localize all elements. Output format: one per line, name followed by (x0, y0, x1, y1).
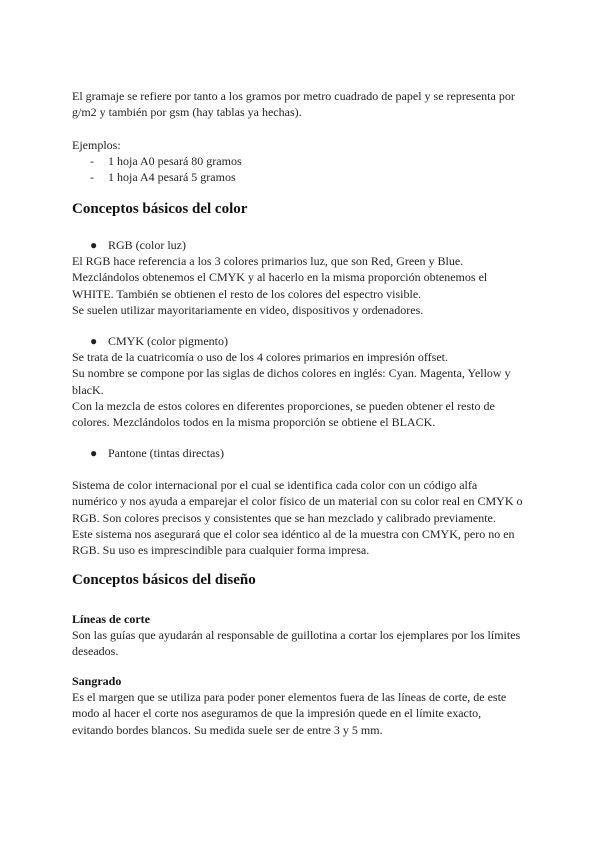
sangrado-line: evitando bordes blancos. Su medida suele ser de entre 3 y 5 mm. (72, 722, 383, 737)
pantone-line: Este sistema nos asegurará que el color sea idéntico al de la muestra con CMYK, pero no en (72, 526, 515, 541)
lineas-line: deseados. (72, 644, 119, 659)
cmyk-line: Con la mezcla de estos colores en diferentes proporciones, se pueden obtener el resto de (72, 398, 495, 413)
lineas-paragraph (72, 627, 532, 660)
cmyk-line: Se trata de la cuatricomía o uso de los 4 colores primarios en impresión offset. (72, 350, 449, 364)
example-item: - 1 hoja A0 pesará 80 gramos (90, 154, 242, 168)
pantone-line: numérico y nos ayuda a emparejar el color físico de un material con su color real en CMYK o (72, 494, 523, 509)
cmyk-paragraph (72, 349, 532, 430)
example-item: - 1 hoja A4 pesará 5 gramos (90, 170, 236, 184)
bullet-icon: ● (90, 334, 98, 348)
sangrado-line: Es el margen que se utiliza para poder poner elementos fuera de las líneas de corte, de este (72, 690, 507, 704)
bullet-icon: ● (90, 238, 98, 252)
sangrado-paragraph (72, 689, 532, 738)
subheading-lineas-de-corte: Líneas de corte (72, 612, 150, 626)
rgb-line: Se suelen utilizar mayoritariamente en video, dispositivos y ordenadores. (72, 302, 424, 317)
intro-line: g/m2 y también por gsm (hay tablas ya hechas). (72, 105, 302, 120)
bullet-cmyk: ● CMYK (color pigmento) (90, 334, 228, 348)
lineas-line: Son las guías que ayudarán al responsable de guillotina a cortar los ejemplares por los límites (72, 628, 521, 642)
intro-paragraph (72, 88, 532, 121)
bullet-rgb: ● RGB (color luz) (90, 238, 186, 252)
bullet-icon: ● (90, 446, 98, 460)
examples-label: Ejemplos: (72, 138, 121, 152)
cmyk-line: blacK. (72, 382, 104, 397)
sangrado-line: modo al hacer el corte nos aseguramos de que la impresión quede en el límite exacto, (72, 706, 482, 721)
rgb-paragraph (72, 253, 532, 318)
pantone-line: RGB. Su uso es imprescindible para cualquier forma impresa. (72, 543, 370, 558)
bullet-pantone: ● Pantone (tintas directas) (90, 446, 224, 460)
rgb-line: WHITE. También se obtienen el resto de los colores del espectro visible. (72, 286, 422, 301)
pantone-line: RGB. Son colores precisos y consistentes que se han mezclado y calibrado previamente. (72, 510, 496, 525)
rgb-line: El RGB hace referencia a los 3 colores primarios luz, que son Red, Green y Blue. (72, 254, 464, 268)
intro-line: El gramaje se refiere por tanto a los gramos por metro cuadrado de papel y se representa por (72, 89, 515, 103)
section-heading-design: Conceptos básicos del diseño (72, 572, 256, 588)
pantone-paragraph (72, 477, 532, 558)
dash-marker: - (90, 170, 94, 184)
cmyk-line: colores. Mezclándolos todos en la misma proporción se obtiene el BLACK. (72, 415, 436, 430)
cmyk-line: Su nombre se compone por las siglas de dichos colores en inglés: Cyan. Magenta, Yellow y (72, 366, 511, 381)
rgb-line: Mezclándolos obtenemos el CMYK y al hacerlo en la misma proporción obtenemos el (72, 270, 488, 285)
dash-marker: - (90, 154, 94, 168)
section-heading-color: Conceptos básicos del color (72, 201, 248, 217)
subheading-sangrado: Sangrado (72, 674, 122, 688)
pantone-line: Sistema de color internacional por el cual se identifica cada color con un código alfa (72, 478, 478, 492)
